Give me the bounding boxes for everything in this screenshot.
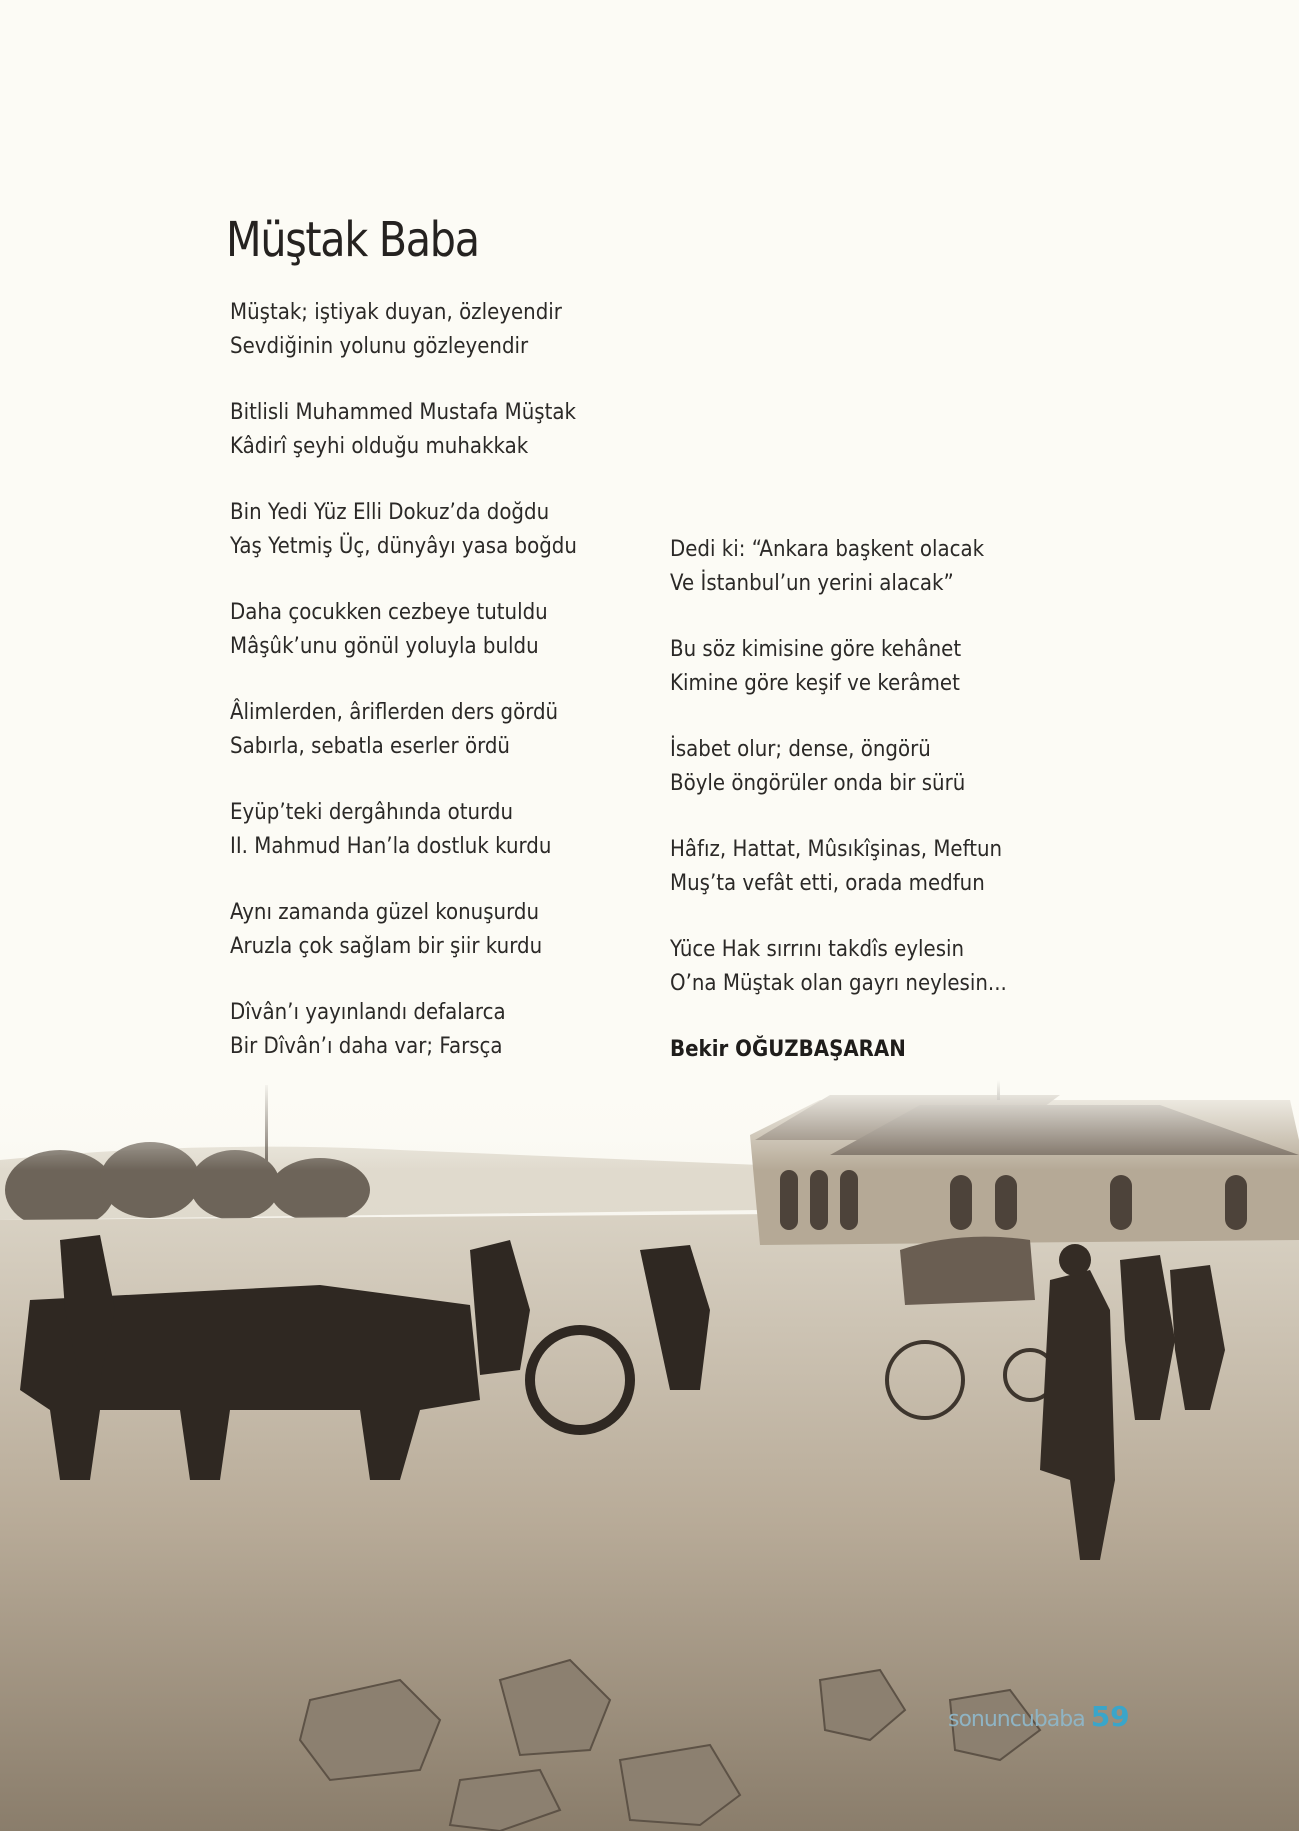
poem-line: Eyüp’teki dergâhında oturdu bbox=[230, 799, 514, 825]
poem-stanza bbox=[230, 596, 710, 663]
poem-line: Aruzla çok sağlam bir şiir kurdu bbox=[230, 932, 543, 959]
poem-line: Bin Yedi Yüz Elli Dokuz’da doğdu bbox=[230, 499, 550, 525]
poem-line: Sevdiğinin yolunu gözleyendir bbox=[230, 332, 529, 359]
poem-stanza bbox=[670, 933, 1150, 1000]
poem-stanza bbox=[670, 633, 1150, 700]
page-title: Müştak Baba bbox=[226, 212, 479, 268]
poem-stanza bbox=[670, 833, 1150, 900]
poem-line: Dedi ki: “Ankara başkent olacak bbox=[670, 536, 985, 562]
author-name: Bekir OĞUZBAŞARAN bbox=[670, 1036, 906, 1062]
poem-line: Müştak; iştiyak duyan, özleyendir bbox=[230, 299, 562, 325]
poem-stanza bbox=[230, 996, 710, 1063]
poem-stanza bbox=[230, 296, 710, 363]
poem-stanza bbox=[230, 896, 710, 963]
poem-line: Âlimlerden, âriflerden ders gördü bbox=[230, 699, 559, 725]
poem-stanza bbox=[230, 396, 710, 463]
poem-stanza bbox=[670, 533, 1150, 600]
poem-stanza bbox=[670, 733, 1150, 800]
magazine-name: sonuncubaba bbox=[948, 1707, 1085, 1732]
page-number: 59 bbox=[1090, 1700, 1130, 1733]
poem-line: Böyle öngörüler onda bir sürü bbox=[670, 769, 966, 796]
poem-line: İsabet olur; dense, öngörü bbox=[670, 736, 931, 762]
poem-line: Mâşûk’unu gönül yoluyla buldu bbox=[230, 632, 539, 659]
poem-line: Sabırla, sebatla eserler ördü bbox=[230, 732, 510, 759]
poem-line: Hâfız, Hattat, Mûsıkîşinas, Meftun bbox=[670, 836, 1003, 862]
poem-stanza bbox=[230, 496, 710, 563]
poem-line: Kâdirî şeyhi olduğu muhakkak bbox=[230, 432, 529, 459]
poem-line: Dîvân’ı yayınlandı defalarca bbox=[230, 999, 506, 1025]
poem-right-column bbox=[670, 533, 1150, 1067]
poem-line: O’na Müştak olan gayrı neylesin... bbox=[670, 969, 1007, 996]
poem-line: Bitlisli Muhammed Mustafa Müştak bbox=[230, 399, 576, 425]
poem-line: Yaş Yetmiş Üç, dünyâyı yasa boğdu bbox=[230, 532, 577, 559]
poem-stanza bbox=[230, 696, 710, 763]
poem-stanza bbox=[230, 796, 710, 863]
poem-line: Ve İstanbul’un yerini alacak” bbox=[670, 569, 954, 596]
poem-line: Aynı zamanda güzel konuşurdu bbox=[230, 899, 539, 925]
poem-line: Daha çocukken cezbeye tutuldu bbox=[230, 599, 548, 625]
page-footer bbox=[948, 1700, 1130, 1733]
poem-line: Bu söz kimisine göre kehânet bbox=[670, 636, 962, 662]
poem-left-column bbox=[230, 296, 710, 1196]
poem-line: II. Mahmud Han’la dostluk kurdu bbox=[230, 832, 552, 859]
poem-line: Bir Dîvân’ı daha var; Farsça bbox=[230, 1032, 503, 1059]
poem-line: Kimine göre keşif ve kerâmet bbox=[670, 669, 960, 696]
poem-line: Muş’ta vefât etti, orada medfun bbox=[670, 869, 985, 896]
poem-line: Yüce Hak sırrını takdîs eylesin bbox=[670, 936, 965, 962]
